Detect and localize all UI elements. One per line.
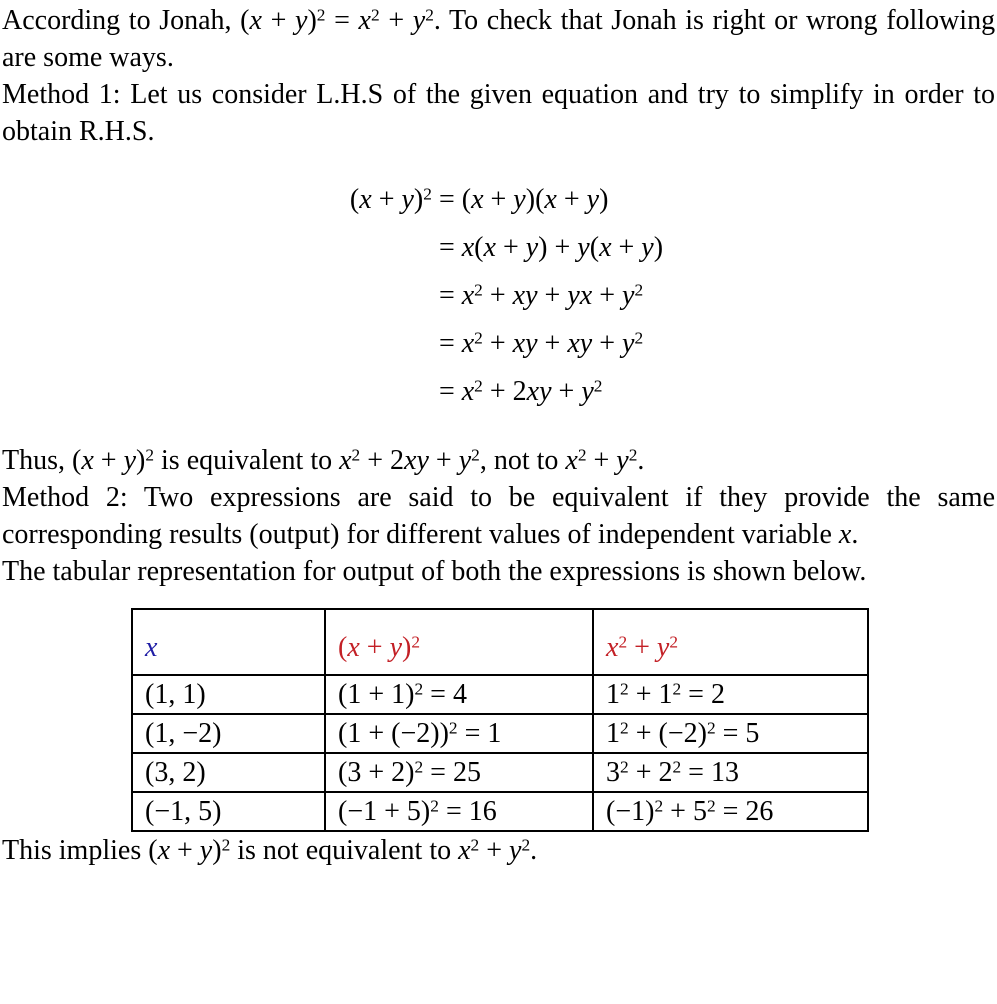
text-run: is not equivalent to (230, 835, 459, 866)
paragraph-method1 (2, 76, 995, 150)
paragraph-intro (2, 2, 995, 76)
equation-line (350, 176, 663, 224)
inline-math: $(x + y)^2$ (72, 445, 155, 476)
equation-rhs: = (x + y)(x + y) (438, 184, 609, 215)
text-run: . To check that Jonah is right or wrong following are some ways. (2, 5, 996, 73)
table-cell: $1^2 + (-2)^2 = 5$ (593, 714, 868, 753)
table-cell: $(3 + 2)^2 = 25$ (325, 753, 593, 792)
equation-line (350, 272, 663, 320)
table-cell: (−1, 5) (132, 792, 325, 831)
equation-line (350, 224, 663, 272)
text-run: . (637, 445, 645, 476)
text-run: Method 1: Let us consider L.H.S of the given equation and try to simplify in order to obtain R.H.S. (2, 79, 995, 147)
equation-line (350, 368, 663, 416)
equation-rhs: = $x^2$ + xy + xy + $y^2$ (438, 328, 644, 359)
text-run: , not to (479, 445, 566, 476)
paragraph-thus (2, 442, 995, 479)
comparison-table-body (132, 609, 868, 831)
text-run: is equivalent to (154, 445, 340, 476)
comparison-table (131, 608, 869, 832)
table-row (132, 714, 868, 753)
table-header-cell: $(x + y)^2$ (325, 609, 593, 675)
equation-line (350, 320, 663, 368)
paragraph-method2 (2, 479, 995, 553)
inline-math: $(x + y)^2 = x^2 + y^2$ (240, 5, 434, 36)
equation-lhs: $(x + y)^2$ (349, 184, 432, 215)
text-run: . (851, 519, 859, 550)
equation-block (350, 176, 663, 416)
table-row (132, 792, 868, 831)
table-header-cell: x (132, 609, 325, 675)
text-run: This implies (2, 835, 149, 866)
table-cell: $1^2 + 1^2 = 2$ (593, 675, 868, 714)
table-row (132, 753, 868, 792)
table-cell: (1, 1) (132, 675, 325, 714)
table-cell: (3, 2) (132, 753, 325, 792)
text-run: The tabular representation for output of both the expressions is shown below. (2, 556, 867, 587)
text-run: According to Jonah, (2, 5, 241, 36)
table-cell: $(1 + 1)^2 = 4$ (325, 675, 593, 714)
table-cell: $(-1 + 5)^2 = 16$ (325, 792, 593, 831)
inline-math: $x^2 + 2xy + y^2$ (339, 445, 480, 476)
equation-lhs (350, 368, 439, 416)
table-cell: $(1 + (-2))^2 = 1$ (325, 714, 593, 753)
inline-math: $x^2 + y^2$ (458, 835, 531, 866)
equation-rhs: = $x^2 + 2xy + y^2$ (438, 376, 603, 407)
table-cell: $(-1)^2 + 5^2 = 26$ (593, 792, 868, 831)
table-row (132, 675, 868, 714)
equation-lhs (350, 320, 439, 368)
table-cell: $3^2 + 2^2 = 13$ (593, 753, 868, 792)
inline-math: $(x + y)^2$ (148, 835, 231, 866)
equation-rhs: = x(x + y) + y(x + y) (438, 232, 664, 263)
table-header-row (132, 609, 868, 675)
equation-lhs (350, 272, 439, 320)
equation-lhs (350, 224, 439, 272)
text-run: Thus, (2, 445, 72, 476)
table-header-cell: $x^2 + y^2$ (593, 609, 868, 675)
inline-math: x (838, 519, 852, 550)
inline-math: $x^2 + y^2$ (565, 445, 638, 476)
equation-rhs: = $x^2$ + xy + yx + $y^2$ (438, 280, 644, 311)
paragraph-tabular-note (2, 553, 995, 590)
text-run: Method 2: Two expressions are said to be equivalent if they provide the same corresponding results (output) for different values of independent variable (2, 482, 995, 550)
paragraph-conclusion (2, 832, 995, 869)
table-cell: (1, −2) (132, 714, 325, 753)
text-run: . (530, 835, 538, 866)
